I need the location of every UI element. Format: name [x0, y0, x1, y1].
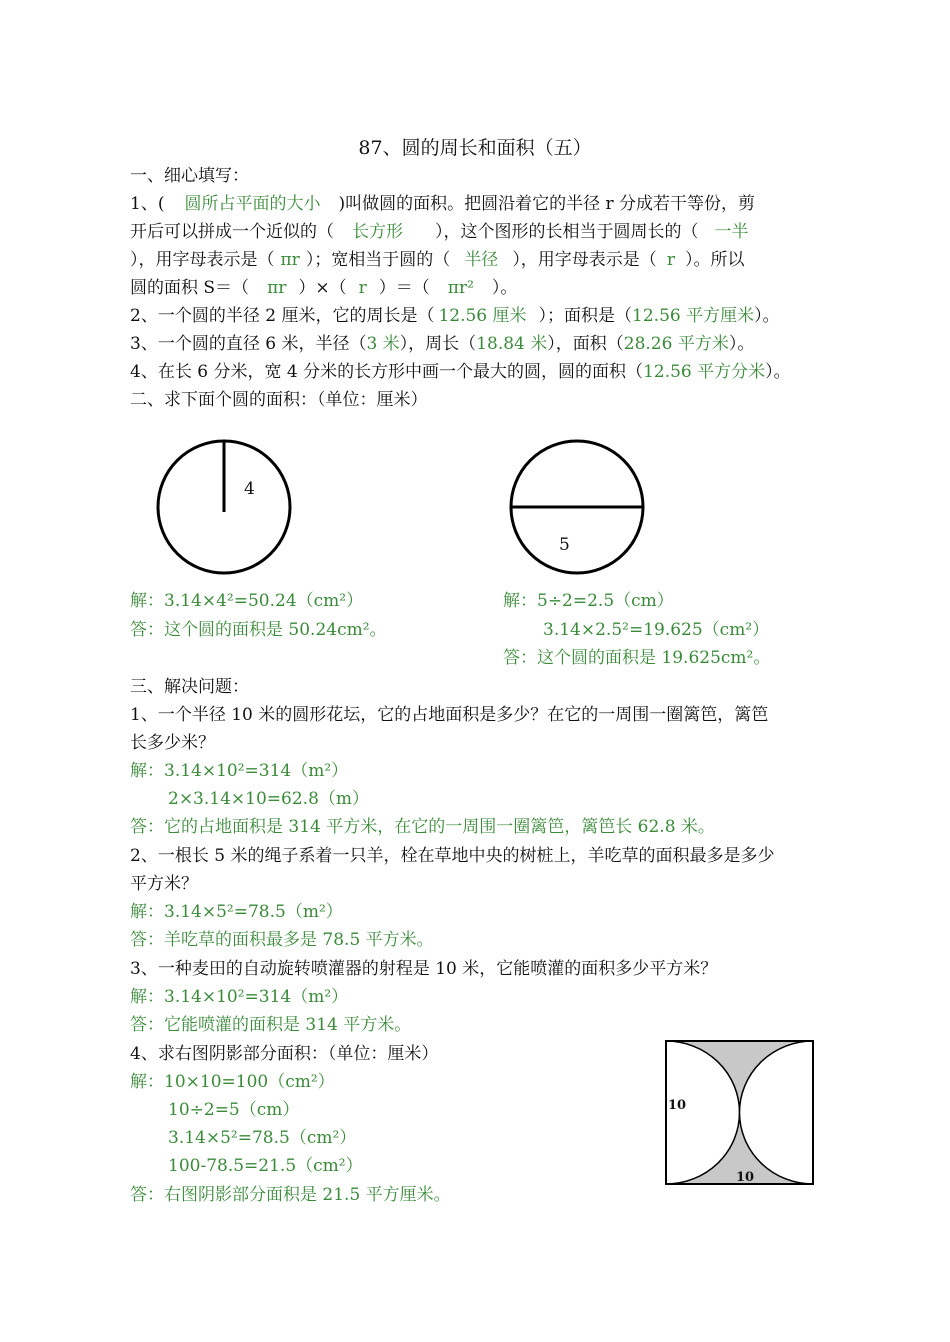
s1-q4: 4、在长 6 分米，宽 4 分米的长方形中画一个最大的圆，圆的面积（12.56 平方分米）。 — [130, 362, 791, 382]
problem-4-solution: 100-78.5=21.5（cm²） — [168, 1156, 363, 1176]
problem-1-answer: 答：它的占地面积是 314 平方米，在它的一周围一圈篱笆，篱笆长 62.8 米。 — [130, 817, 715, 837]
answer-1-line: 答：这个圆的面积是 50.24cm²。 — [130, 620, 387, 640]
shaded-area-figure — [664, 1039, 816, 1187]
problem-2-answer: 答：羊吃草的面积最多是 78.5 平方米。 — [130, 930, 434, 950]
problem-3-answer: 答：它能喷灌的面积是 314 平方米。 — [130, 1015, 412, 1035]
problem-1-text: 1、一个半径 10 米的圆形花坛，它的占地面积是多少？在它的一周围一圈篱笆，篱笆 — [130, 705, 769, 725]
page-title: 87、圆的周长和面积（五） — [358, 137, 592, 159]
answer-blank: 28.26 平方米 — [623, 334, 729, 354]
answer-blank: 12.56 平方分米 — [643, 362, 766, 382]
problem-1-solution: 2×3.14×10=62.8（m） — [168, 789, 370, 809]
side-length-label: 10 — [668, 1098, 687, 1113]
problem-1-text: 长多少米？ — [130, 733, 215, 753]
answer-blank: 12.56 平方厘米 — [632, 306, 755, 326]
problem-4-solution: 10÷2=5（cm） — [168, 1100, 300, 1120]
problem-3-solution: 解：3.14×10²=314（m²） — [130, 987, 349, 1007]
answer-blank: 18.84 米 — [476, 334, 548, 354]
problem-2-solution: 解：3.14×5²=78.5（m²） — [130, 902, 343, 922]
answer-blank: 3 米 — [366, 334, 400, 354]
answer-2-line: 答：这个圆的面积是 19.625cm²。 — [503, 648, 771, 668]
section-3-heading: 三、解决问题： — [130, 677, 249, 697]
answer-blank: r — [666, 250, 675, 270]
answer-blank: 半径 — [464, 250, 499, 270]
problem-1-solution: 解：3.14×10²=314（m²） — [130, 761, 349, 781]
answer-blank: 圆所占平面的大小 — [184, 194, 321, 214]
radius-label: 4 — [244, 479, 255, 499]
problem-2-text: 平方米？ — [130, 874, 198, 894]
s1-q2: 2、一个圆的半径 2 厘米，它的周长是（ 12.56 厘米 ）；面积是（12.56 平方厘米）。 — [130, 306, 780, 326]
answer-blank: 12.56 厘米 — [438, 306, 527, 326]
section-2-heading: 二、求下面个圆的面积：（单位：厘米） — [130, 390, 428, 410]
solution-2-line: 解：5÷2=2.5（cm） — [503, 591, 674, 611]
solution-2-line: 3.14×2.5²=19.625（cm²） — [543, 620, 770, 640]
circle-radius-figure — [150, 436, 300, 578]
answer-blank: r — [358, 278, 367, 298]
s1-q3: 3、一个圆的直径 6 米，半径（3 米），周长（18.84 米），面积（28.26 平方米）。 — [130, 334, 755, 354]
answer-blank: 长方形 — [352, 222, 403, 242]
circle-diameter-figure — [505, 436, 650, 578]
answer-blank: πr² — [447, 278, 474, 298]
section-1-heading: 一、细心填写： — [130, 166, 249, 186]
answer-blank: πr — [267, 278, 287, 298]
s1-q1-line2: 开后可以拼成一个近似的（ 长方形 ），这个图形的长相当于圆周长的（ 一半 — [130, 222, 749, 242]
problem-4-solution: 3.14×5²=78.5（cm²） — [168, 1128, 357, 1148]
problem-4-text: 4、求右图阴影部分面积：（单位：厘米） — [130, 1044, 439, 1064]
bottom-length-label: 10 — [736, 1170, 755, 1185]
diameter-label: 5 — [559, 535, 570, 555]
s1-q1-line1: 1、( 圆所占平面的大小 )叫做圆的面积。把圆沿着它的半径 r 分成若干等份，剪 — [130, 194, 756, 214]
s1-q1-line4: 圆的面积 S＝（ πr ）×（ r ）＝（ πr² ）。 — [130, 278, 518, 298]
problem-4-answer: 答：右图阴影部分面积是 21.5 平方厘米。 — [130, 1185, 451, 1205]
answer-blank: πr — [280, 250, 300, 270]
problem-2-text: 2、一根长 5 米的绳子系着一只羊，栓在草地中央的树桩上，羊吃草的面积最多是多少 — [130, 846, 775, 866]
problem-4-solution: 解：10×10=100（cm²） — [130, 1072, 335, 1092]
problem-3-text: 3、一种麦田的自动旋转喷灌器的射程是 10 米，它能喷灌的面积多少平方米？ — [130, 959, 718, 979]
solution-1-line: 解：3.14×4²=50.24（cm²） — [130, 591, 364, 611]
s1-q1-line3: ），用字母表示是（ πr ）；宽相当于圆的（ 半径 ），用字母表示是（ r ）。所以 — [130, 250, 745, 270]
answer-blank: 一半 — [714, 222, 749, 242]
